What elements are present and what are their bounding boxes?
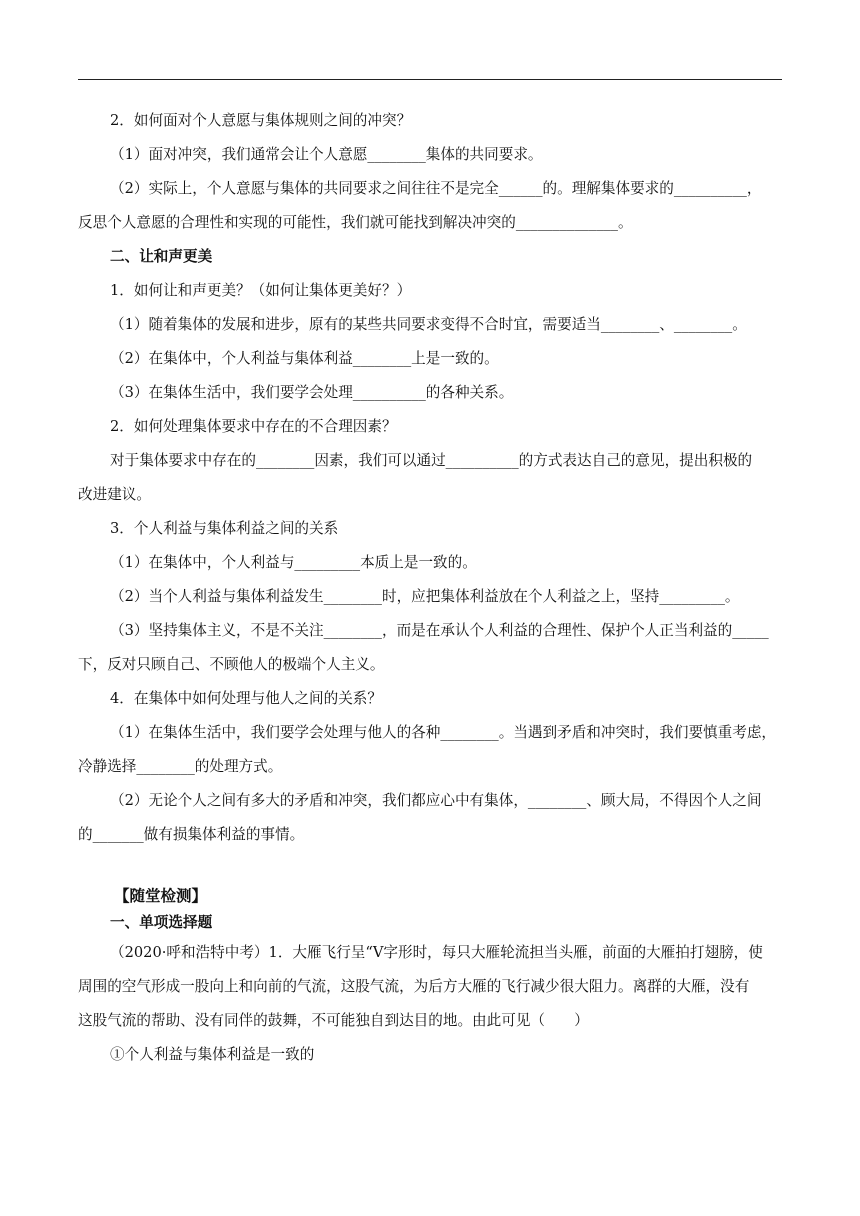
question-heading: 3．个人利益与集体利益之间的关系	[110, 520, 339, 537]
fill-blank-line: 对于集体要求中存在的________因素，我们可以通过__________的方式表达自己的意见，提出积极的	[110, 452, 753, 469]
fill-blank-line: （1）在集体中，个人利益与_________本质上是一致的。	[110, 554, 477, 571]
fill-blank-line: （2）实际上，个人意愿与集体的共同要求之间往往不是完全______的。理解集体要求的__________，	[110, 180, 762, 197]
document-body	[78, 104, 782, 1072]
check-section-title: 【随堂检测】	[114, 886, 208, 905]
question-stem: 这股气流的帮助、没有同伴的鼓舞，不可能独自到达目的地。由此可见（ ）	[78, 1012, 589, 1029]
fill-blank-line: 下，反对只顾自己、不顾他人的极端个人主义。	[78, 656, 385, 673]
section-heading: 一、单项选择题	[110, 914, 213, 931]
fill-blank-line: （3）坚持集体主义，不是不关注________，而是在承认个人利益的合理性、保护个人正当利益的_____	[110, 622, 769, 639]
question-stem: （2020·呼和浩特中考）1．大雁飞行呈“V字形时，每只大雁轮流担当头雁，前面的大雁拍打翅膀，使	[110, 944, 763, 961]
fill-blank-line: 改进建议。	[78, 486, 151, 503]
fill-blank-line: （3）在集体生活中，我们要学会处理__________的各种关系。	[110, 384, 514, 401]
question-stem: 周围的空气形成一股向上和向前的气流，这股气流，为后方大雁的飞行减少很大阻力。离群的大雁，没有	[78, 978, 750, 995]
fill-blank-line: （2）无论个人之间有多大的矛盾和冲突，我们都应心中有集体，________、顾大局，不得因个人之间	[110, 792, 762, 809]
section-heading: 二、让和声更美	[110, 248, 213, 265]
fill-blank-line: 反思个人意愿的合理性和实现的可能性，我们就可能找到解决冲突的______________。	[78, 214, 633, 231]
question-heading: 2．如何处理集体要求中存在的不合理因素？	[110, 418, 397, 435]
fill-blank-line: 的_______做有损集体利益的事情。	[78, 826, 305, 843]
header-rule	[78, 79, 782, 80]
fill-blank-line: 冷静选择________的处理方式。	[78, 758, 283, 775]
fill-blank-line: （1）在集体生活中，我们要学会处理与他人的各种________。当遇到矛盾和冲突时，我们要慎重考虑，	[110, 724, 777, 741]
answer-option: ①个人利益与集体利益是一致的	[110, 1046, 315, 1063]
fill-blank-line: （2）当个人利益与集体利益发生________时，应把集体利益放在个人利益之上，坚持_________。	[110, 588, 740, 605]
fill-blank-line: （1）面对冲突，我们通常会让个人意愿________集体的共同要求。	[110, 146, 543, 163]
fill-blank-line: （2）在集体中，个人利益与集体利益________上是一致的。	[110, 350, 499, 367]
question-heading: 4．在集体中如何处理与他人之间的关系？	[110, 690, 382, 707]
fill-blank-line: （1）随着集体的发展和进步，原有的某些共同要求变得不合时宜，需要适当________、________。	[110, 316, 747, 333]
question-heading: 1．如何让和声更美？（如何让集体更美好？）	[110, 282, 412, 299]
question-heading: 2．如何面对个人意愿与集体规则之间的冲突？	[110, 112, 412, 129]
